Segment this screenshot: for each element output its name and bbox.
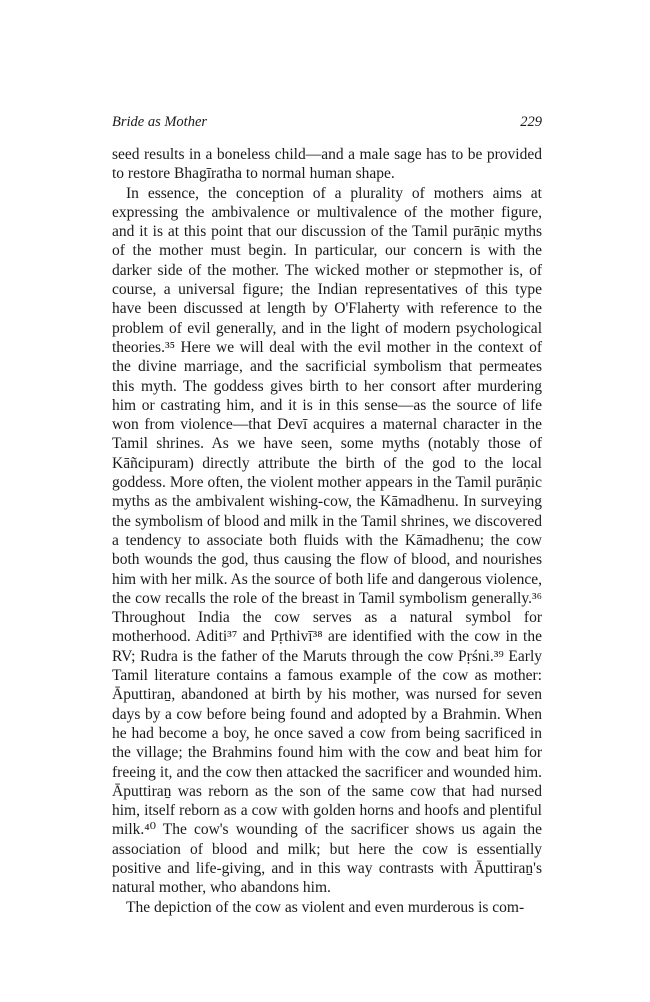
running-head bbox=[112, 114, 542, 136]
paragraph-2: In essence, the conception of a plurality of mothers aims at expressing the ambivalence or multivalence of the mother figure, and it is at this point that our discussion of the Tamil purāṇic myths of the mother must begin. In particular, our concern is with the darker side of the mother. The wicked mother or stepmother is, of course, a universal figure; the Indian representatives of this type have been discussed at length by O'Flaherty with reference to the problem of evil generally, and in the light of modern psychological theories.³⁵ Here we will deal with the evil mother in the context of the divine marriage, and the sacrificial symbolism that permeates this myth. The goddess gives birth to her consort after murdering him or castrating him, and it is in this sense—as the source of life won from violence—that Devī acquires a maternal character in the Tamil shrines. As we have seen, some myths (notably those of Kāñcipuram) directly attribute the birth of the god to the local goddess. More often, the violent mother appears in the Tamil purāṇic myths as the ambivalent wishing-cow, the Kāmadhenu. In surveying the symbolism of blood and milk in the Tamil shrines, we discovered a tendency to associate both fluids with the Kāmadhenu; the cow both wounds the god, thus causing the flow of blood, and nourishes him with her milk. As the source of both life and dangerous violence, the cow recalls the role of the breast in Tamil symbolism generally.³⁶ Throughout India the cow serves as a natural symbol for motherhood. Aditi³⁷ and Pṛthivī³⁸ are identified with the cow in the RV; Rudra is the father of the Maruts through the cow Pṛśni.³⁹ Early Tamil literature contains a famous example of the cow as mother: Āputtiraṉ, abandoned at birth by his mother, was nursed for seven days by a cow before being found and adopted by a Brahmin. When he had become a boy, he once saved a cow from being sacrificed in the village; the Brahmins found him with the cow and beat him for freeing it, and the cow then attacked the sacrificer and wounded him. Āputtiraṉ was reborn as the son of the same cow that had nursed him, itself reborn as a cow with golden horns and hoofs and plentiful milk.⁴⁰ The cow's wounding of the sacrificer shows us again the association of blood and milk; but here the cow is essentially positive and life-giving, and in this way contrasts with Āputtiraṉ's natural mother, who abandons him. bbox=[112, 184, 542, 897]
paragraph-3: The depiction of the cow as violent and even murderous is com- bbox=[126, 898, 525, 916]
page-number: 229 bbox=[520, 114, 542, 130]
body-text bbox=[112, 145, 542, 917]
paragraph-1: seed results in a boneless child—and a male sage has to be provided to restore Bhagīratha to normal human shape. bbox=[112, 146, 542, 183]
chapter-title: Bride as Mother bbox=[112, 114, 208, 130]
